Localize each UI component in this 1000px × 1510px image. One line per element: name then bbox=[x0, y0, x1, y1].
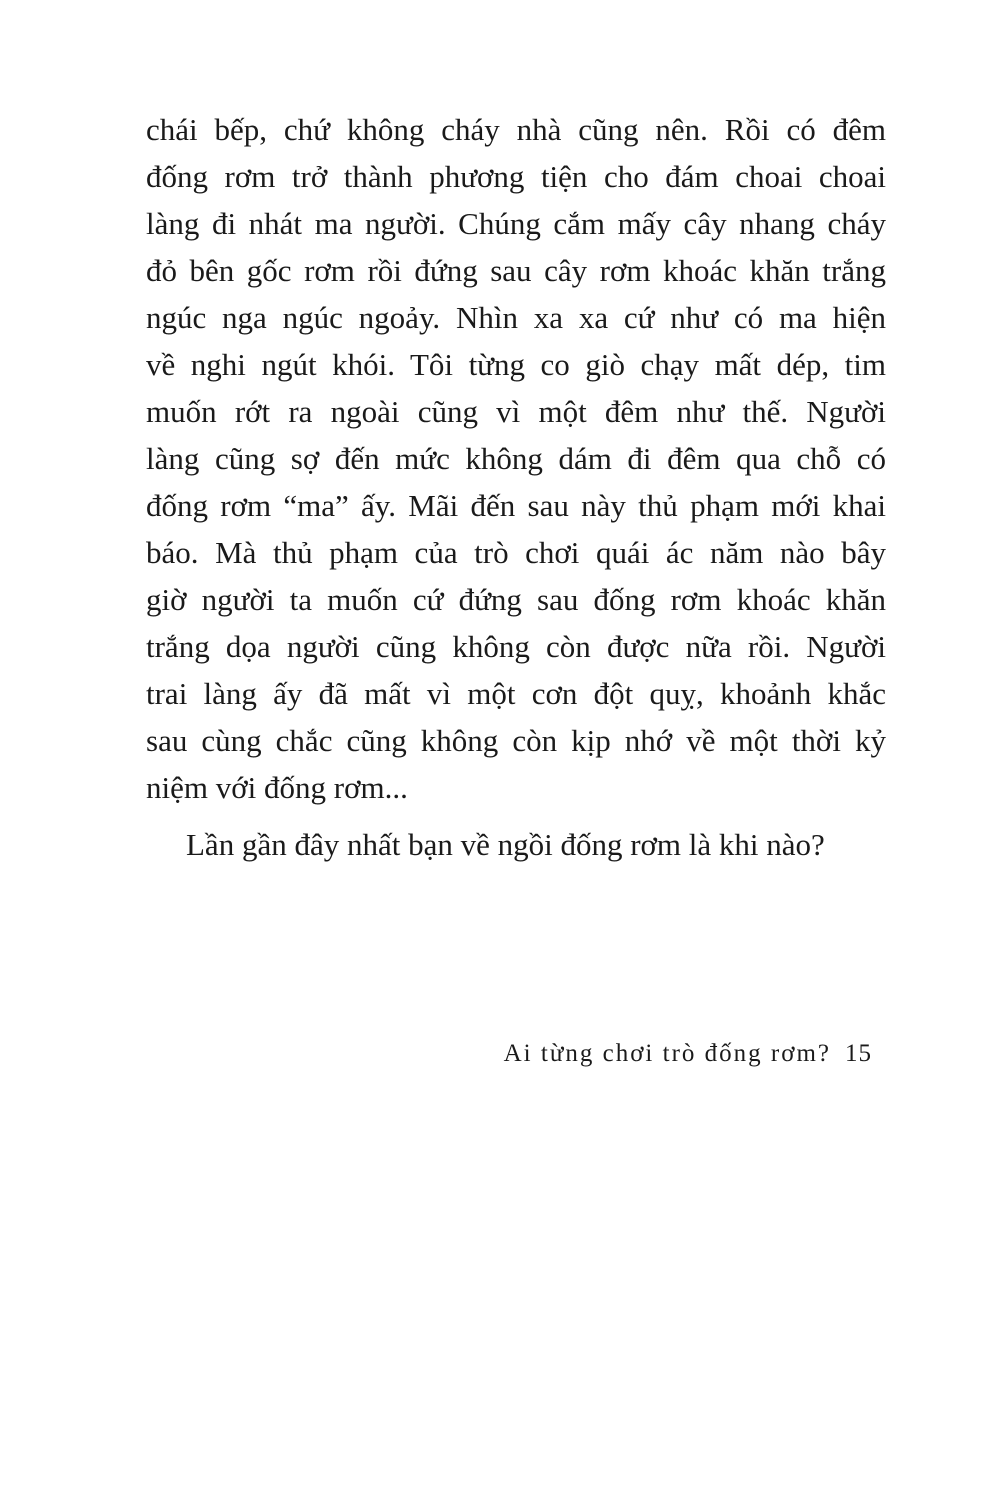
text-line-8: làng cũng sợ đến mức không dám đi đêm qua chỗ có bbox=[146, 441, 886, 476]
text-line-11: giờ người ta muốn cứ đứng sau đống rơm khoác khăn bbox=[146, 582, 886, 617]
body-text bbox=[146, 106, 886, 868]
text-line-5: ngúc nga ngúc ngoảy. Nhìn xa xa cứ như có ma hiện bbox=[146, 300, 886, 335]
text-line-6: về nghi ngút khói. Tôi từng co giò chạy mất dép, tim bbox=[146, 347, 886, 382]
last-paragraph: Lần gần đây nhất bạn về ngồi đống rơm là khi nào? bbox=[186, 827, 825, 862]
text-line-1: chái bếp, chứ không cháy nhà cũng nên. Rồi có đêm bbox=[146, 112, 886, 147]
text-line-7: muốn rớt ra ngoài cũng vì một đêm như thế. Người bbox=[146, 394, 886, 429]
text-line-9: đống rơm “ma” ấy. Mãi đến sau này thủ phạm mới khai bbox=[146, 488, 886, 523]
page-number: 15 bbox=[845, 1040, 872, 1067]
text-line-14: sau cùng chắc cũng không còn kịp nhớ về một thời kỷ bbox=[146, 723, 886, 758]
text-line-4: đỏ bên gốc rơm rồi đứng sau cây rơm khoác khăn trắng bbox=[146, 253, 886, 288]
paragraph-gap bbox=[146, 811, 886, 821]
page-footer bbox=[504, 1040, 872, 1068]
text-line-3: làng đi nhát ma người. Chúng cắm mấy cây nhang cháy bbox=[146, 206, 886, 241]
running-title: Ai từng chơi trò đống rơm? bbox=[503, 1040, 831, 1067]
text-line-10: báo. Mà thủ phạm của trò chơi quái ác năm nào bây bbox=[146, 535, 886, 570]
text-line-15: niệm với đống rơm... bbox=[146, 770, 408, 805]
text-line-13: trai làng ấy đã mất vì một cơn đột quỵ, khoảnh khắc bbox=[146, 676, 886, 711]
text-line-12: trắng dọa người cũng không còn được nữa rồi. Người bbox=[146, 629, 886, 664]
text-line-2: đống rơm trở thành phương tiện cho đám choai choai bbox=[146, 159, 886, 194]
